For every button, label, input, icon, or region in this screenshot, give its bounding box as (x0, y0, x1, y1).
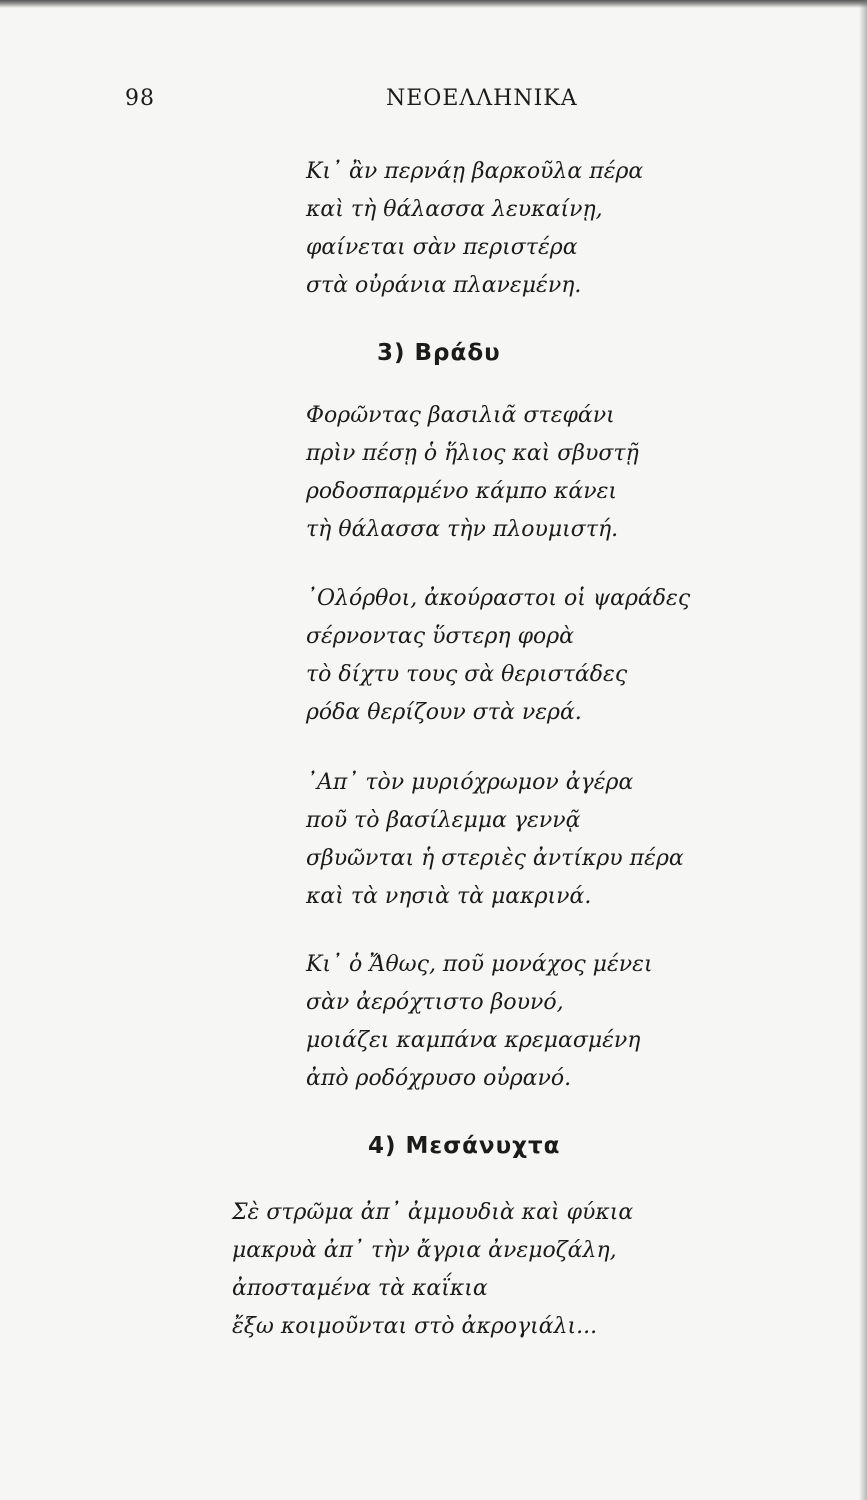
stanza-3-4 (306, 946, 653, 1098)
verse-line: μοιάζει καμπάνα κρεμασμένη (306, 1028, 641, 1053)
verse-line: ᾿Ολόρθοι, ἀκούραστοι οἱ ψαράδες (306, 586, 691, 611)
verse-line: ἀπὸ ροδόχρυσο οὐρανό. (306, 1066, 572, 1091)
section-heading-3: 3) Βράδυ (377, 340, 501, 366)
verse-line: Κι᾽ ὁ Ἄθως, ποῦ μονάχος μένει (306, 952, 653, 977)
verse-line: ἀποσταμένα τὰ καΐκια (232, 1276, 488, 1301)
verse-line: καὶ τὴ θάλασσα λευκαίνῃ, (306, 197, 603, 222)
page-number: 98 (125, 86, 155, 111)
stanza-3-1 (306, 397, 639, 549)
stanza-4-1 (232, 1194, 633, 1346)
verse-line: ροδοσπαρμένο κάμπο κάνει (306, 479, 618, 504)
verse-line: πρὶν πέσῃ ὁ ἥλιος καὶ σβυστῇ (306, 441, 639, 466)
page-header (0, 86, 867, 126)
verse-line: φαίνεται σὰν περιστέρα (306, 235, 578, 260)
verse-line: Φορῶντας βασιλιᾶ στεφάνι (306, 403, 615, 428)
verse-line: ἔξω κοιμοῦνται στὸ ἀκρογιάλι... (232, 1314, 598, 1339)
verse-line: ποῦ τὸ βασίλεμμα γεννᾷ (306, 808, 581, 833)
stanza-3-2 (306, 580, 690, 732)
running-title: ΝΕΟΕΛΛΗΝΙΚΑ (386, 86, 578, 111)
verse-line: τὸ δίχτυ τους σὰ θεριστάδες (306, 662, 628, 687)
verse-line: σβυῶνται ἡ στεριὲς ἀντίκρυ πέρα (306, 846, 684, 871)
stanza-continued (306, 153, 643, 305)
verse-line: Σὲ στρῶμα ἀπ᾽ ἀμμουδιὰ καὶ φύκια (232, 1200, 634, 1225)
verse-line: τὴ θάλασσα τὴν πλουμιστή. (306, 517, 619, 542)
binding-edge-right (859, 0, 867, 1500)
verse-line: Κι᾽ ἂν περνάῃ βαρκοῦλα πέρα (306, 159, 644, 184)
section-heading-4: 4) Μεσάνυχτα (368, 1133, 561, 1159)
verse-line: ᾿Απ᾽ τὸν μυριόχρωμον ἀγέρα (306, 770, 634, 795)
verse-line: σὰν ἀερόχτιστο βουνό, (306, 990, 564, 1015)
verse-line: μακρυὰ ἀπ᾽ τὴν ἄγρια ἀνεμοζάλη, (232, 1238, 617, 1263)
verse-line: ρόδα θερίζουν στὰ νερά. (306, 700, 582, 725)
verse-line: στὰ οὐράνια πλανεμένη. (306, 273, 582, 298)
verse-line: σέρνοντας ὕστερη φορὰ (306, 624, 575, 649)
binding-edge-top (0, 0, 867, 8)
stanza-3-3 (306, 764, 684, 916)
verse-line: καὶ τὰ νησιὰ τὰ μακρινά. (306, 884, 592, 909)
